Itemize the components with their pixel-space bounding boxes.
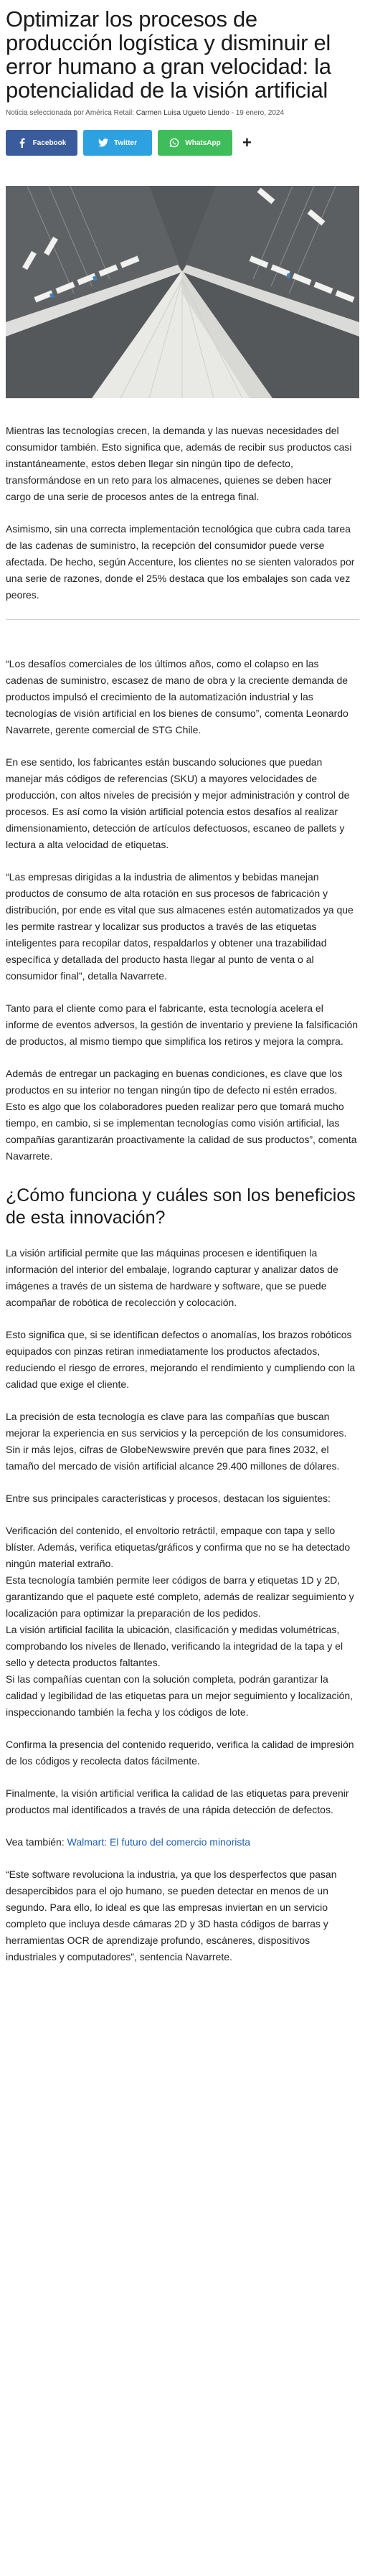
feature-list [6, 1523, 359, 1721]
paragraph-3: “Los desafíos comerciales de los últimos años, como el colapso en las cadenas de suministro, escasez de mano de obra y la creciente demanda de productos impulsó el crecimiento de la automatización industrial y las tecnologías de visión artificial en los bienes de consumo”, comenta Leonardo Navarrete, gerente comercial de STG Chile. [6, 658, 349, 735]
facebook-label: Facebook [32, 138, 67, 147]
article-title: Optimizar los procesos de producción logística y disminuir el error humano a gran velocidad: la potencialidad de la visión artificial [6, 6, 331, 103]
paragraph-13: Finalmente, la visión artificial verifica la calidad de las etiquetas para prevenir productos mal identificados a través de una rápida detección de defectos. [6, 1787, 349, 1815]
paragraph-5: “Las empresas dirigidas a la industria de alimentos y bebidas manejan productos de consumo de alta rotación en sus procesos de fabricación y distribución, por ende es vital que sus almacenes estén automatizados ya que les permite rastrear y localizar sus productos a través de las etiquetas inteligentes para recopilar datos, respaldarlos y obtener una trazabilidad específica y detallada del producto hasta llegar al punto de venta o al consumidor final”, detalla Navarrete. [6, 871, 354, 982]
more-share-button[interactable]: + [242, 133, 252, 151]
twitter-share-button[interactable] [83, 130, 152, 156]
list-item: Verificación del contenido, el envoltorio retráctil, empaque con tapa y sello blíster. Además, verifica etiquetas/gráficos y confirma que no se ha detectado ningún material extraño. [6, 1525, 351, 1569]
facebook-share-button[interactable] [6, 130, 77, 156]
hero-image-warehouse-aerial [6, 186, 359, 398]
share-bar [6, 130, 359, 156]
meta-date: - 19 enero, 2024 [229, 109, 285, 117]
list-item: Esta tecnología también permite leer códigos de barra y etiquetas 1D y 2D, garantizando que el paquete esté completo, además de realizar seguimiento y localización para optimizar la preparación de los pedidos. [6, 1574, 354, 1619]
whatsapp-share-button[interactable] [158, 130, 232, 156]
whatsapp-icon [169, 138, 179, 148]
twitter-label: Twitter [113, 138, 138, 147]
paragraph-4: En ese sentido, los fabricantes están buscando soluciones que puedan manejar más códigos de referencias (SKU) a mayores velocidades de producción, con altos niveles de precisión y mejor administración y control de procesos. Es así como la visión artificial potencia estos desafíos al realizar dimensionamiento, detección de artículos defectuosos, escaneo de pallets y lectura a alta velocidad de etiquetas. [6, 756, 350, 850]
see-also [6, 1834, 359, 1851]
paragraph-7: Además de entregar un packaging en buenas condiciones, es clave que los productos en su interior no tengan ningún tipo de defecto ni estén errados. Esto es algo que los colaboradores pueden realizar pero que tomará mucho tiempo, en cambio, si se implementan tecnologías como visión artificial, las compañías garantizarán proactivamente la calidad de sus productos”, comenta Navarrete. [6, 1068, 357, 1162]
paragraph-11: Entre sus principales características y procesos, destacan los siguientes: [6, 1493, 331, 1504]
paragraph-8: La visión artificial permite que las máquinas procesen e identifiquen la información del interior del embalaje, logrando capturar y analizar datos de imágenes a través de un sistema de hardware y software, que se puede acompañar de robótica de recolección y colocación. [6, 1247, 338, 1308]
list-item: La visión artificial facilita la ubicación, clasificación y medidas volumétricas, comprobando los niveles de llenado, verificando la integridad de la tapa y el sello y detecta productos faltantes. [6, 1624, 343, 1668]
whatsapp-label: WhatsApp [185, 138, 221, 147]
paragraph-2: Asimismo, sin una correcta implementación tecnológica que cubra cada tarea de las cadenas de suministro, la recepción del consumidor puede verse afectada. De hecho, según Accenture, los clientes no se sienten valorados por una serie de razones, donde el 25% destaca que los embalajes son cada vez peores. [6, 523, 355, 601]
section-divider [6, 619, 359, 620]
twitter-icon [98, 138, 108, 148]
paragraph-1: Mientras las tecnologías crecen, la demanda y las nuevas necesidades del consumidor también. Esto significa que, además de recibir sus productos casi instantáneamente, estos deben llegar sin ningún tipo de defecto, transformándose en un reto para los almacenes, quienes se deben hacer cargo de una serie de procesos antes de la entrega final. [6, 425, 352, 502]
see-also-link[interactable]: Walmart: El futuro del comercio minorista [67, 1836, 251, 1848]
meta-author[interactable]: Carmen Luisa Ugueto Liendo [136, 109, 229, 117]
paragraph-9: Esto significa que, si se identifican defectos o anomalías, los brazos robóticos equipados con pinzas retiran inmediatamente los productos afectados, reduciendo el riesgo de errores, mejorando el rendimiento y cumpliendo con la calidad que exige el cliente. [6, 1329, 356, 1390]
paragraph-14: “Este software revoluciona la industria, ya que los desperfectos que pasan desapercibidos para el ojo humano, se pueden detectar en menos de un segundo. Para ello, lo ideal es que las empresas inviertan en un servicio completo que incluya desde cámaras 2D y 3D hasta códigos de barras y herramientas OCR de aprendizaje profundo, escáneres, dispositivos industriales y computadores”, sentencia Navarrete. [6, 1868, 337, 1962]
paragraph-12: Confirma la presencia del contenido requerido, verifica la calidad de impresión de los códigos y recolecta datos fácilmente. [6, 1739, 354, 1767]
article-meta [6, 109, 359, 117]
section-heading: ¿Cómo funciona y cuáles son los beneficios de esta innovación? [6, 1185, 356, 1228]
meta-prefix: Noticia seleccionada por América Retail: [6, 109, 136, 117]
article [6, 0, 359, 1965]
list-item: Si las compañías cuentan con la solución completa, podrán garantizar la calidad y legibilidad de las etiquetas para un mejor seguimiento y localización, inspeccionando también la fecha y los códigos de lote. [6, 1673, 354, 1718]
paragraph-10: La precisión de esta tecnología es clave para las compañías que buscan mejorar la experiencia en sus servicios y la percepción de los consumidores. Sin ir más lejos, cifras de GlobeNewswire prevén que para fines 2032, el tamaño del mercado de visión artificial alcance 29.400 millones de dólares. [6, 1411, 347, 1472]
see-also-prefix: Vea también: [6, 1836, 67, 1848]
facebook-icon [17, 138, 27, 148]
paragraph-6: Tanto para el cliente como para el fabricante, esta tecnología acelera el informe de eventos adversos, la gestión de inventario y previene la falsificación de productos, al mismo tiempo que simplifica los retiros y mejora la compra. [6, 1002, 359, 1047]
